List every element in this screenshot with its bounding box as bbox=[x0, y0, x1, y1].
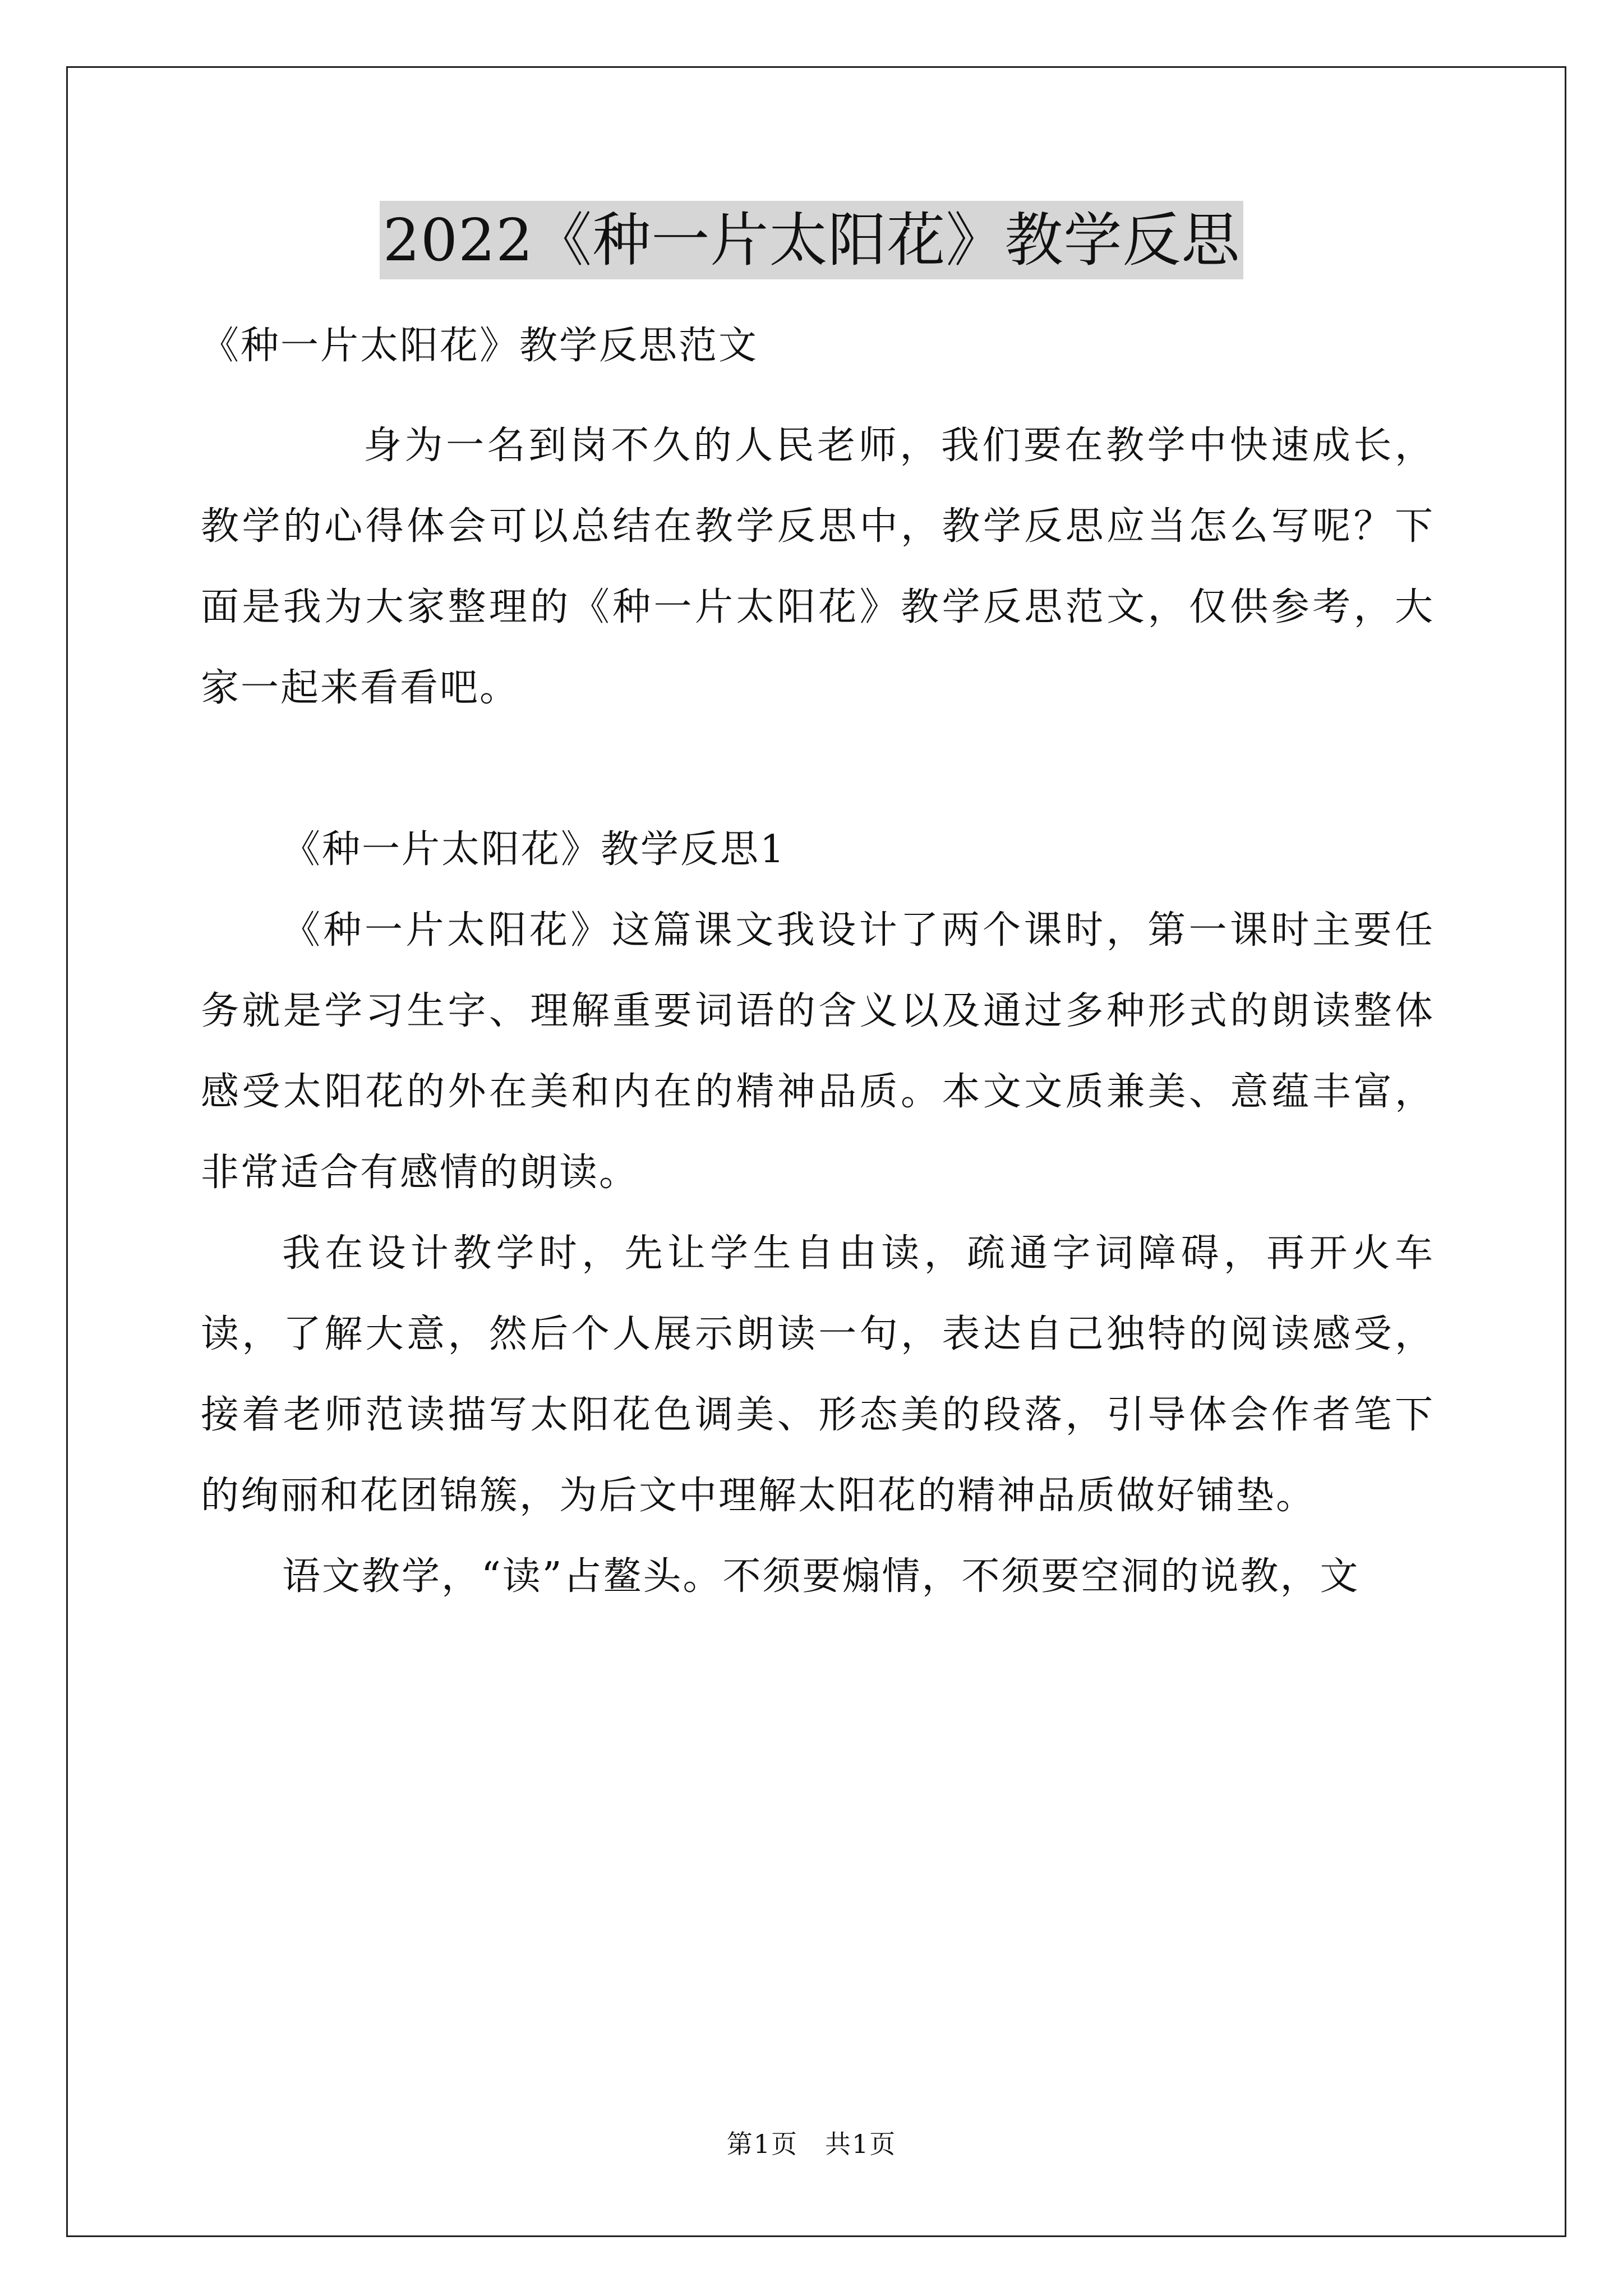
body-paragraph-3: 语文教学，“读”占鳌头。不须要煽情，不须要空洞的说教，文 bbox=[282, 1554, 1360, 1599]
document-title: 2022《种一片太阳花》教学反思 bbox=[380, 201, 1244, 279]
page-footer: 第1页 共1页 bbox=[726, 2129, 897, 2159]
spacer bbox=[201, 729, 1435, 809]
body-paragraph-2: 我在设计教学时，先让学生自由读，疏通字词障碍，再开火车读，了解大意，然后个人展示朗读一句，表达自己独特的阅读感受，接着老师范读描写太阳花色调美、形态美的段落，引导体会作者笔下的绚丽和花团锦簇，为后文中理解太阳花的精神品质做好铺垫。 bbox=[201, 1231, 1435, 1518]
document-subtitle: 《种一片太阳花》教学反思范文 bbox=[201, 324, 759, 368]
spacer bbox=[201, 386, 1435, 406]
document-body bbox=[201, 306, 1435, 1617]
intro-paragraph: 身为一名到岗不久的人民老师，我们要在教学中快速成长，教学的心得体会可以总结在教学反思中，教学反思应当怎么写呢？下面是我为大家整理的《种一片太阳花》教学反思范文，仅供参考，大家一起来看看吧。 bbox=[201, 424, 1435, 710]
body-paragraph-1: 《种一片太阳花》这篇课文我设计了两个课时，第一课时主要任务就是学习生字、理解重要词语的含义以及通过多种形式的朗读整体感受太阳花的外在美和内在的精神品质。本文文质兼美、意蕴丰富，非常适合有感情的朗读。 bbox=[201, 908, 1435, 1195]
section-heading: 《种一片太阳花》教学反思1 bbox=[282, 827, 786, 872]
title-container bbox=[0, 201, 1623, 279]
